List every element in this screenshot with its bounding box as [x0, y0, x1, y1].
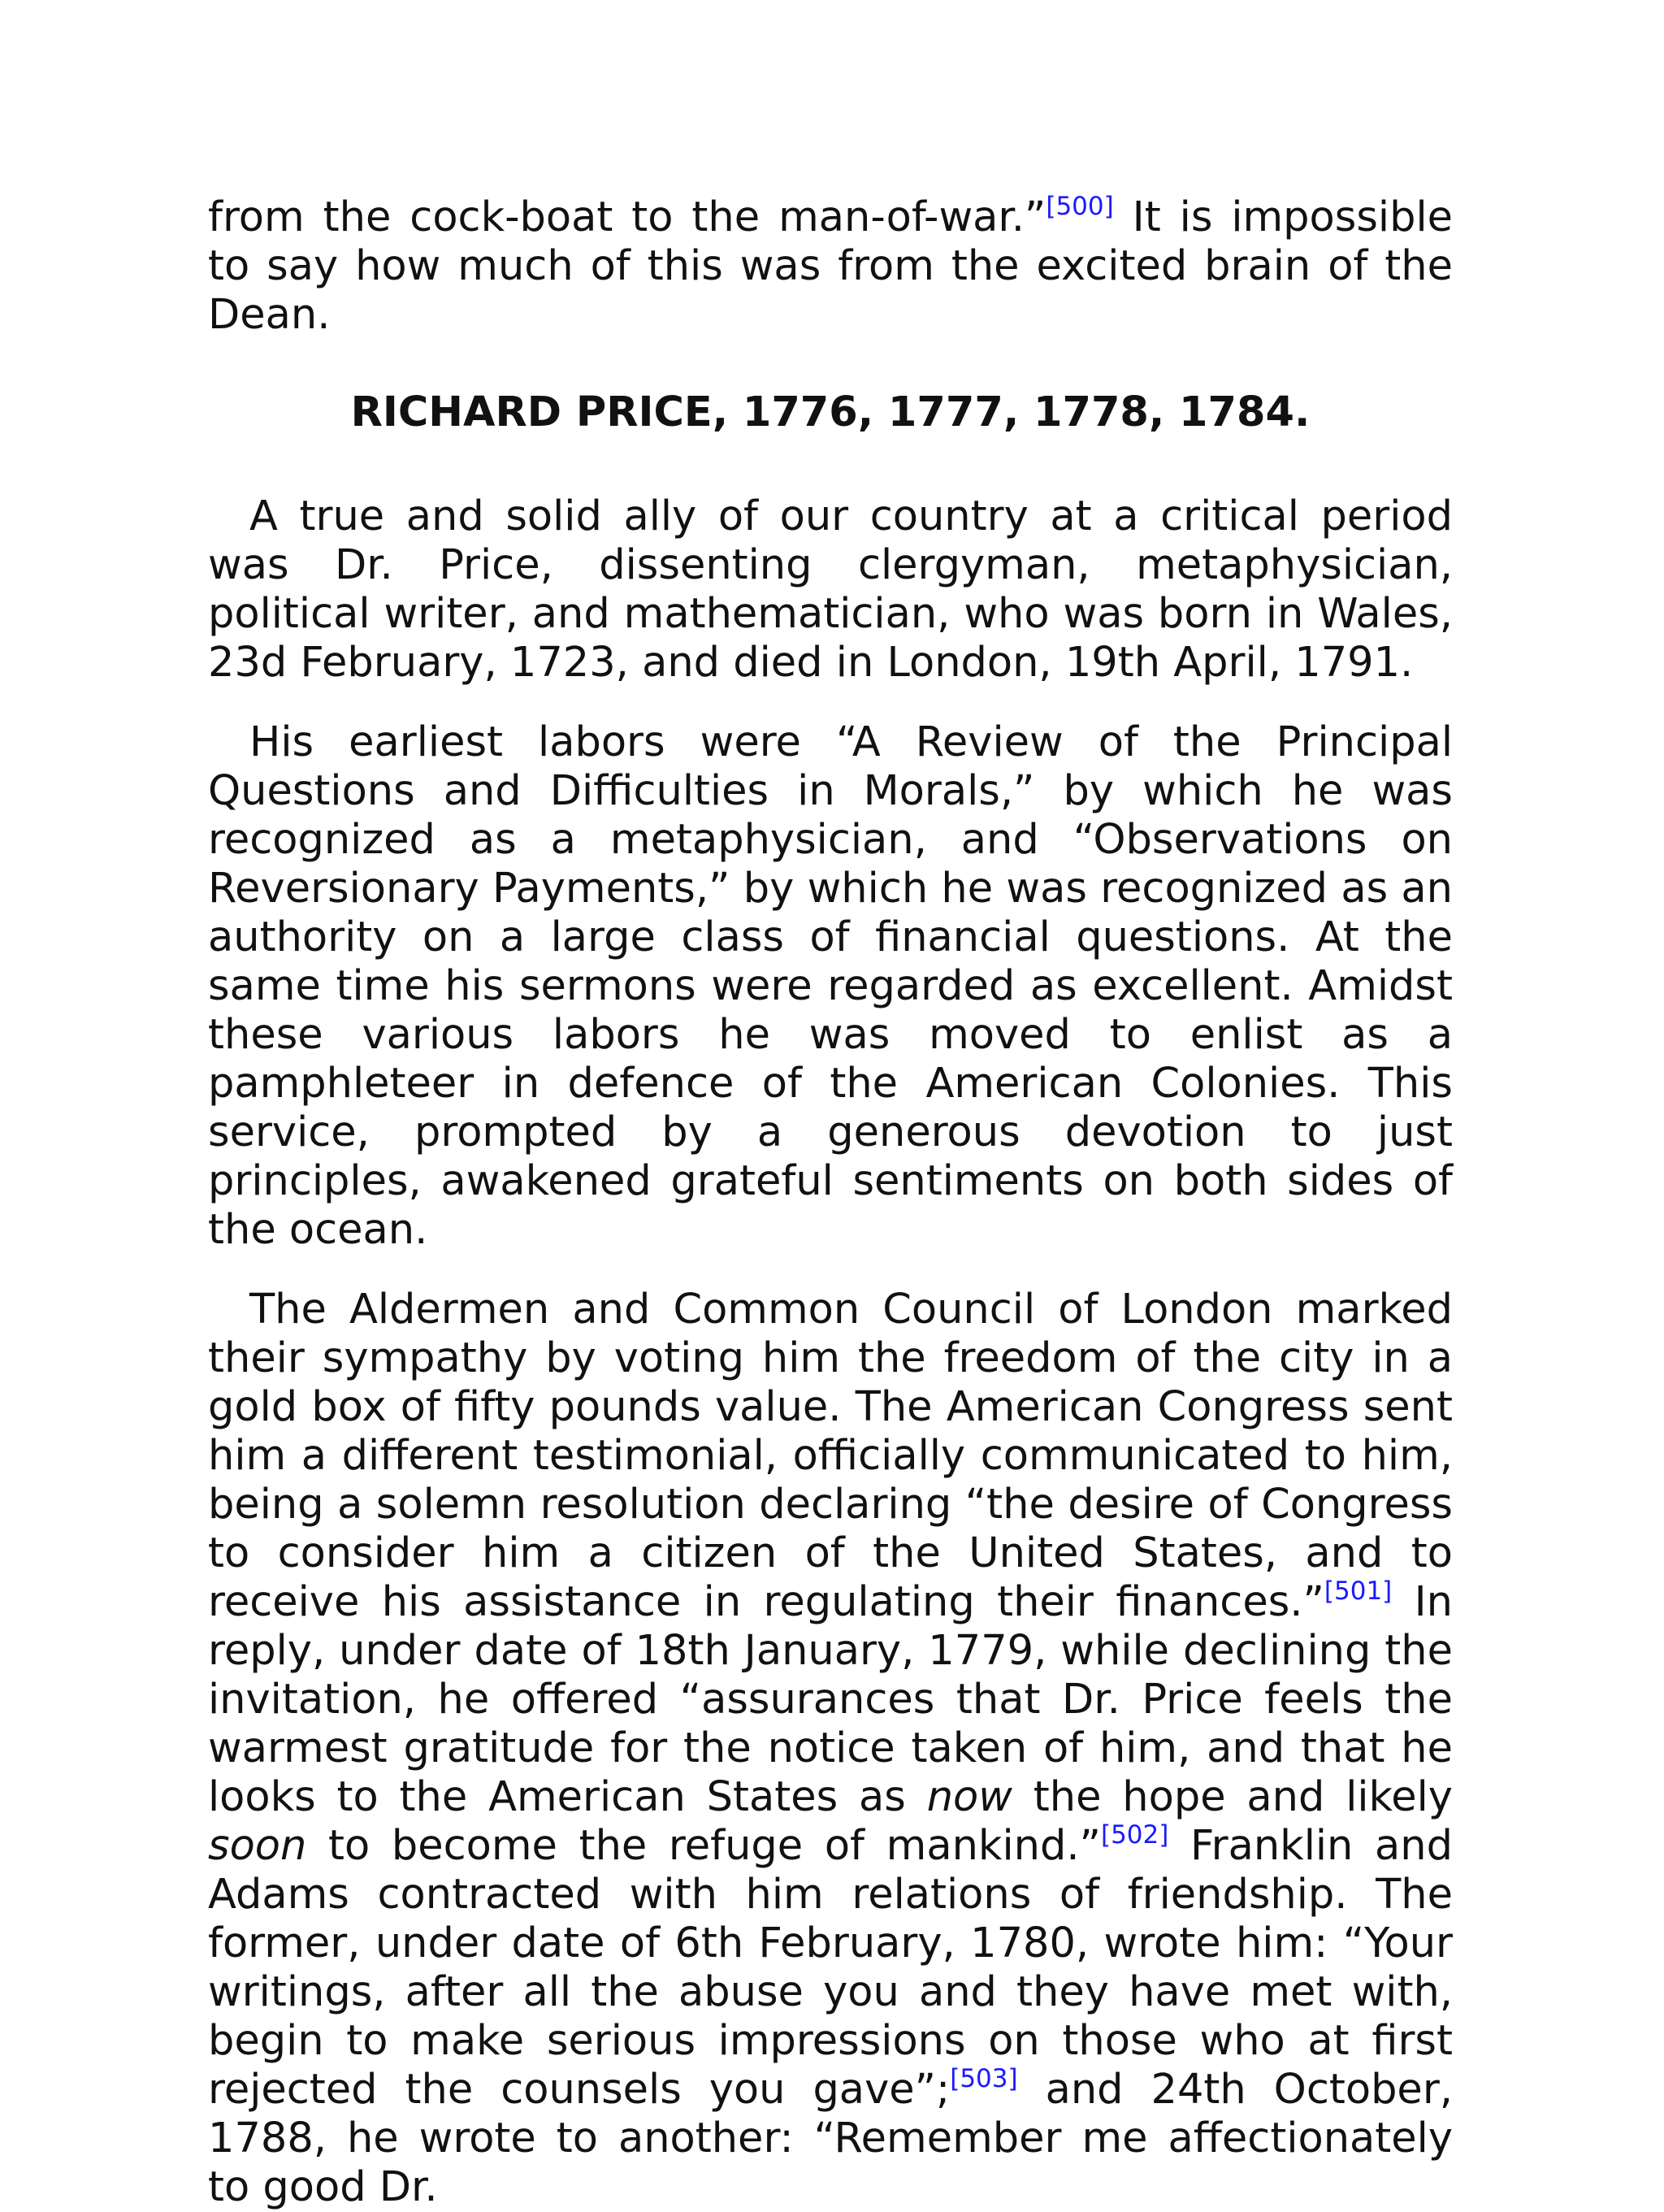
paragraph-earliest-labors: His earliest labors were “A Review of the Principal Questions and Difficulties in Morals,” by which he was recognized as a metaphysician, and “Observations on Reversionary Payments,” by which he was recognized as an authority on a large class of financial questions. At the same time his sermons were regarded as excellent. Amidst these various labors he was moved to enlist as a pamphleteer in defence of the American Colonies. This service, prompted by a generous devotion to just principles, awakened grateful sentiments on both sides of the ocean. — [208, 718, 1453, 1254]
document-page — [208, 193, 1453, 2212]
paragraph-text: and 24th October, 1788, he wrote to another: “Remember me affectionately to good Dr. — [208, 2066, 1453, 2211]
paragraph-text: Franklin and Adams contracted with him relations of friendship. The former, under date of 6th February, 1780, wrote him: “Your writings, after all the abuse you and they have met with, begin to make serious impressions on those who at first rejected the counsels you gave”; — [208, 1822, 1453, 2114]
footnote-link-501[interactable]: [501] — [1324, 1577, 1393, 1606]
paragraph-text: In reply, under date of 18th January, 1779, while declining the invitation, he offered “assurances that Dr. Price feels the warmest gratitude for the notice taken of him, and that he looks to the American States as — [208, 1578, 1454, 1821]
footnote-link-500[interactable]: [500] — [1046, 192, 1114, 221]
paragraph-text: The Aldermen and Common Council of London marked their sympathy by voting him the freedom of the city in a gold box of fifty pounds value. The American Congress sent him a different testimonial, officially communicated to him, being a solemn resolution declaring “the desire of Congress to consider him a citizen of the United States, and to receive his assistance in regulating their finances.” — [208, 1286, 1453, 1626]
emphasis-soon: soon — [208, 1822, 307, 1870]
paragraph-aldermen — [208, 1286, 1453, 2212]
section-heading: RICHARD PRICE, 1776, 1777, 1778, 1784. — [350, 388, 1311, 436]
footnote-link-502[interactable]: [502] — [1100, 1820, 1169, 1850]
paragraph-text: the hope and likely — [1012, 1773, 1453, 1821]
emphasis-now: now — [926, 1773, 1012, 1821]
footnote-link-503[interactable]: [503] — [950, 2064, 1018, 2093]
opening-text: from the cock-boat to the man-of-war.” — [208, 193, 1046, 241]
opening-text-continued: It is impossible to say how much of this was from the excited brain of the Dean. — [208, 193, 1453, 339]
paragraph-intro: A true and solid ally of our country at a critical period was Dr. Price, dissenting clergyman, metaphysician, political writer, and mathematician, who was born in Wales, 23d February, 1723, and died in London, 19th April, 1791. — [208, 492, 1453, 687]
opening-paragraph — [208, 193, 1453, 340]
paragraph-text: to become the refuge of mankind.” — [306, 1822, 1101, 1870]
